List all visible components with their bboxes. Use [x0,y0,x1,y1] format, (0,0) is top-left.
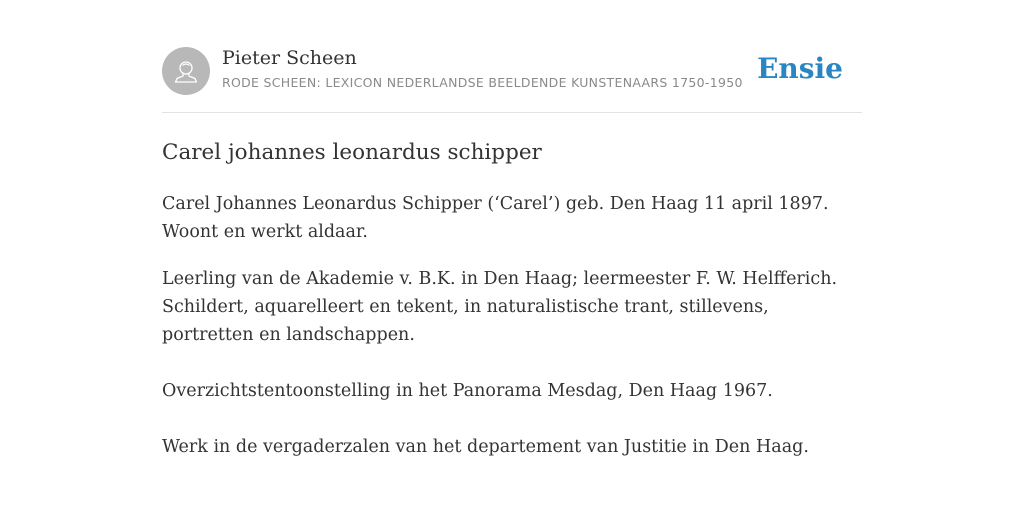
brand-logo[interactable]: Ensie [757,52,843,85]
entry-paragraph: Leerling van de Akademie v. B.K. in Den Haag; leermeester F. W. Helfferich. Schildert, aquarelleert en tekent, in naturalistische trant, stillevens, portretten en landschappen. [162,269,838,345]
author-avatar[interactable] [162,47,210,95]
user-silhouette-icon [162,47,210,95]
author-name[interactable]: Pieter Scheen [222,47,357,69]
entry-paragraph: Carel Johannes Leonardus Schipper (‘Carel’) geb. Den Haag 11 april 1897. Woont en werkt aldaar. [162,194,829,242]
source-title[interactable]: RODE SCHEEN: LEXICON NEDERLANDSE BEELDENDE KUNSTENAARS 1750-1950 [222,75,743,90]
entry-paragraph: Overzichtstentoonstelling in het Panorama Mesdag, Den Haag 1967. [162,381,773,401]
entry-paragraph: Werk in de vergaderzalen van het departement van Justitie in Den Haag. [162,437,809,457]
entry-title: Carel johannes leonardus schipper [162,140,542,165]
entry-content [162,0,862,457]
entry-header [162,0,862,113]
